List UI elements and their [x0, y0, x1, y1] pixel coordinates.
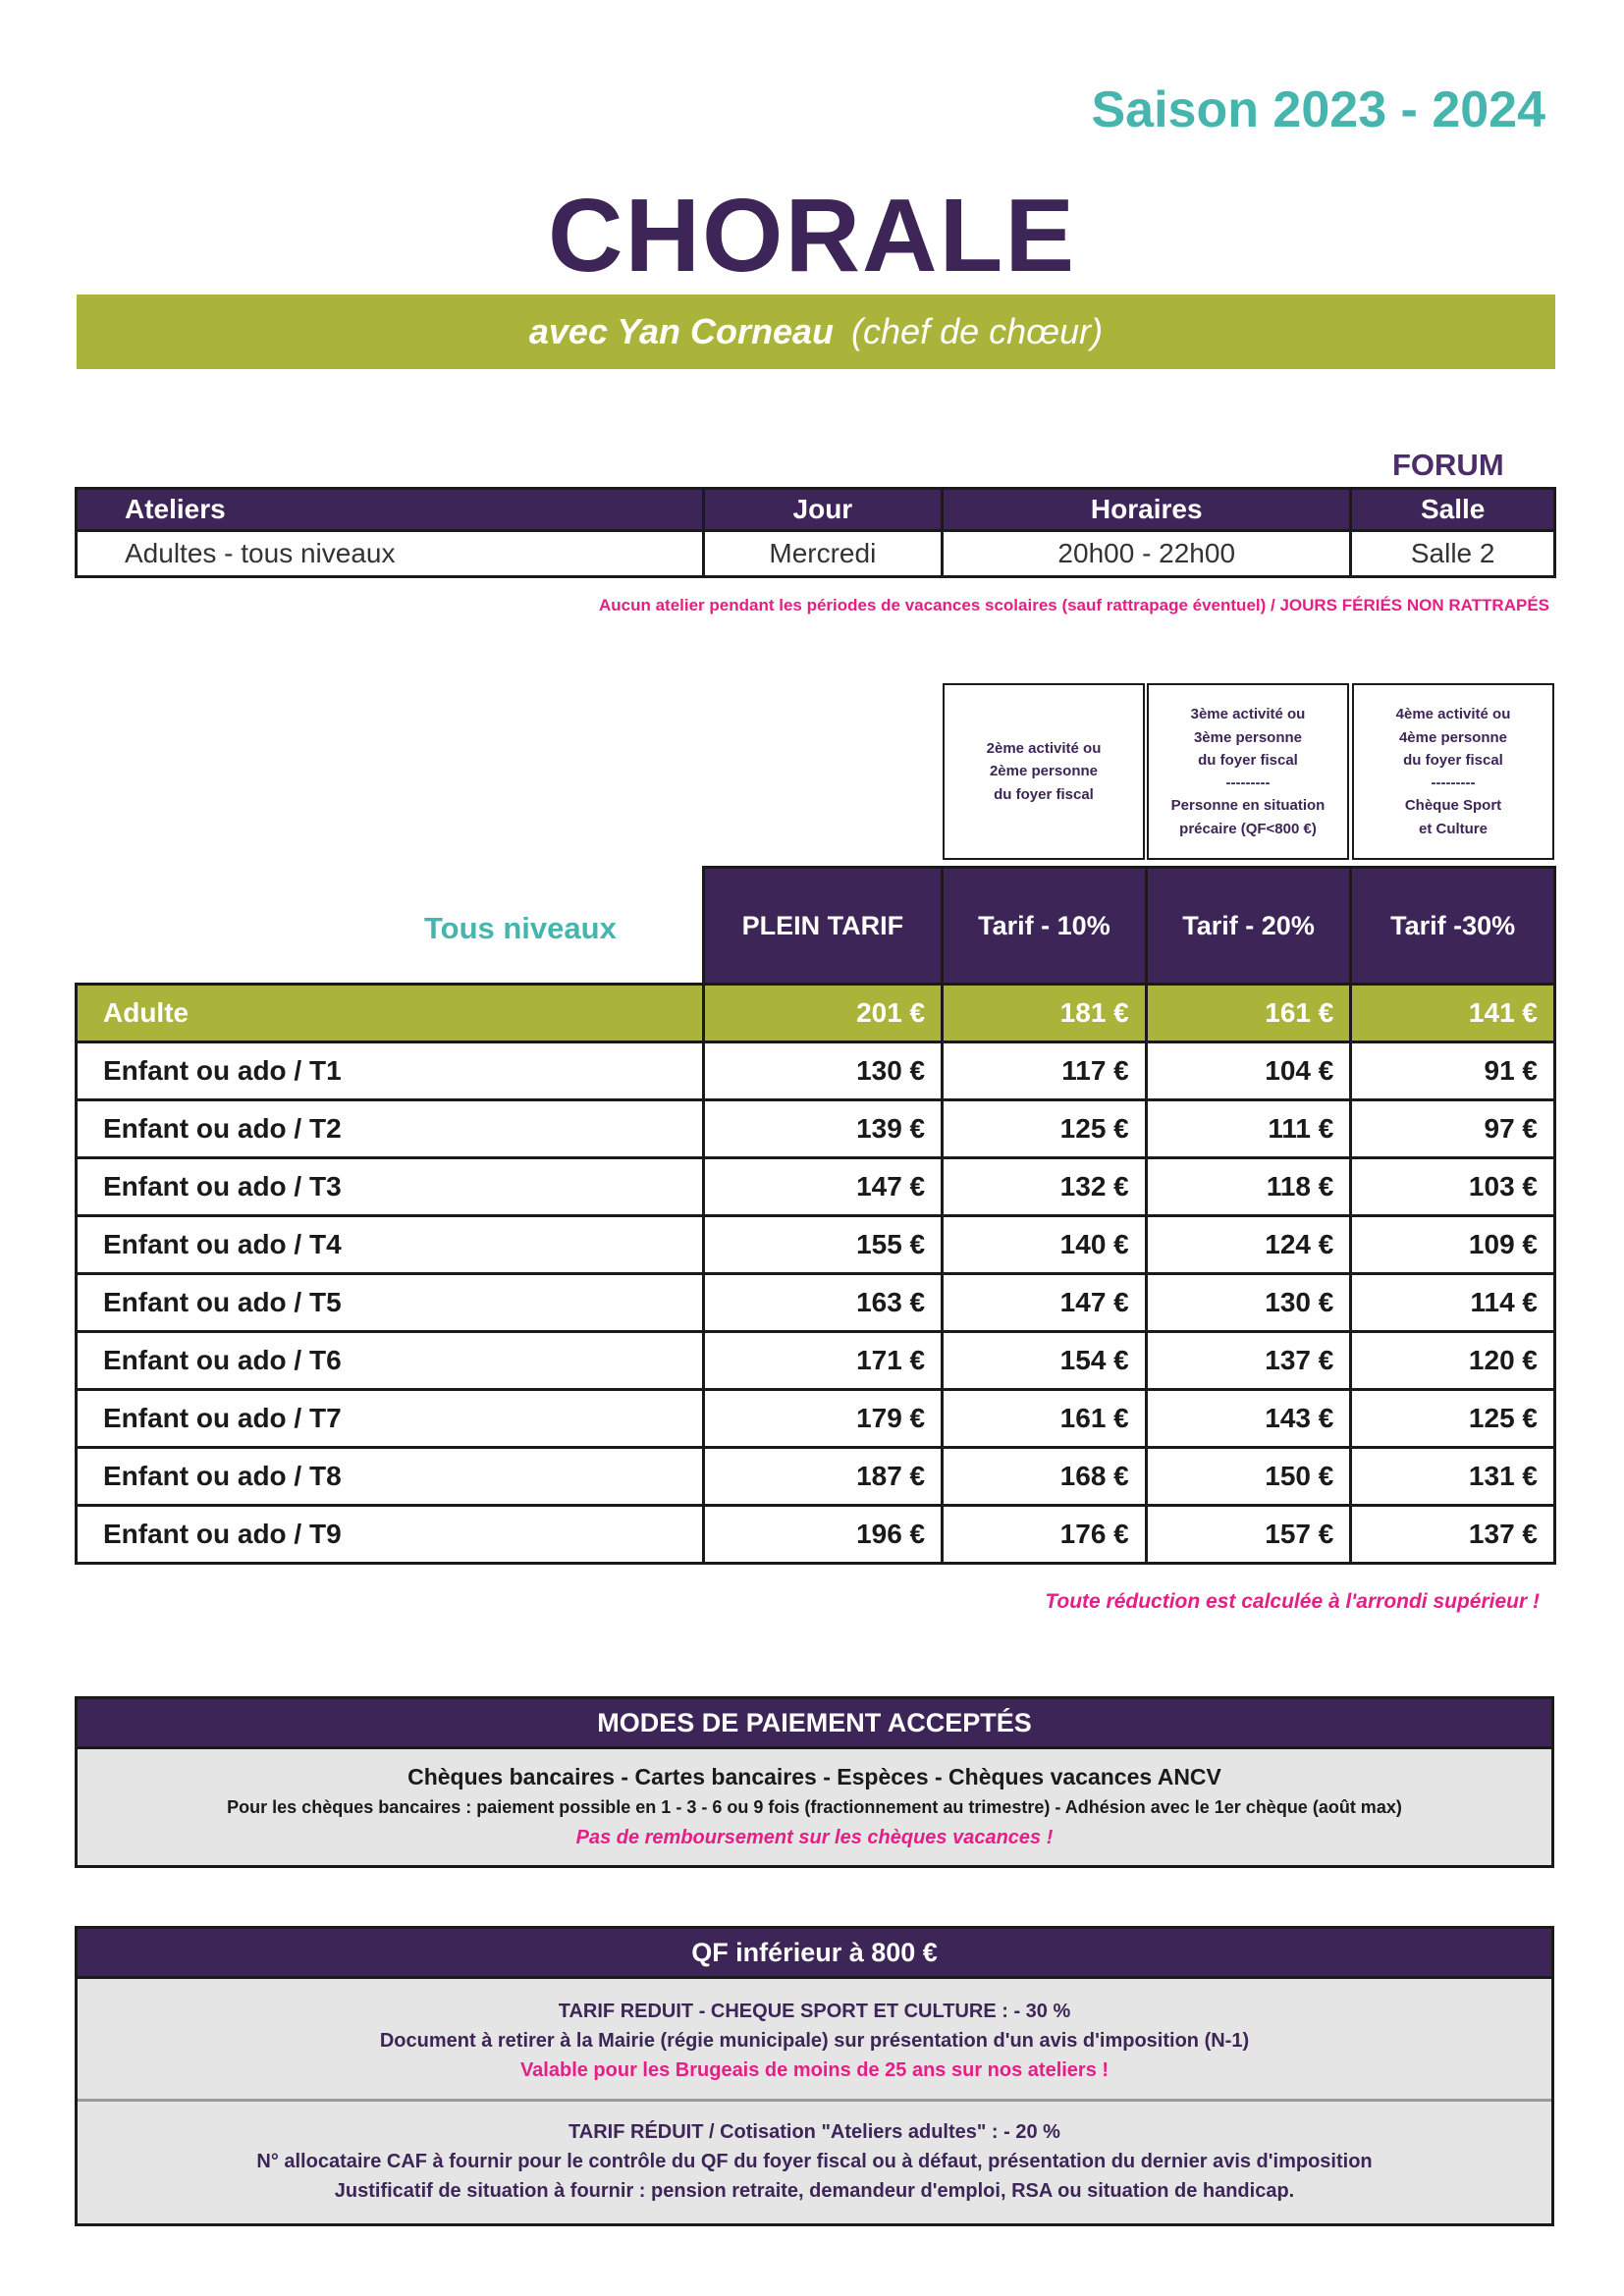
payment-installments: Pour les chèques bancaires : paiement possible en 1 - 3 - 6 ou 9 fois (fractionnement au trimestre) - Adhésion avec le 1er chèque (août max) — [227, 1797, 1402, 1817]
price-cell: 179 € — [703, 1390, 943, 1448]
qf-box — [75, 1926, 1554, 2226]
price-cell: 201 € — [703, 985, 943, 1042]
price-row-label: Enfant ou ado / T4 — [77, 1216, 704, 1274]
price-cell: 161 € — [943, 1390, 1147, 1448]
price-row — [77, 1274, 1555, 1332]
price-cell: 157 € — [1146, 1506, 1351, 1564]
price-row — [77, 1448, 1555, 1506]
price-cell: 176 € — [943, 1506, 1147, 1564]
price-cell: 196 € — [703, 1506, 943, 1564]
price-row-label: Enfant ou ado / T3 — [77, 1158, 704, 1216]
price-cell: 114 € — [1351, 1274, 1555, 1332]
schedule-jour: Mercredi — [703, 531, 943, 577]
price-cell: 155 € — [703, 1216, 943, 1274]
price-cell: 147 € — [703, 1158, 943, 1216]
schedule-header-salle: Salle — [1351, 489, 1555, 531]
qf-sport-culture-title: TARIF REDUIT - CHEQUE SPORT ET CULTURE : - 30 % — [558, 2001, 1071, 2022]
schedule-row — [77, 531, 1555, 577]
schedule-header-ateliers: Ateliers — [77, 489, 704, 531]
price-cell: 91 € — [1351, 1042, 1555, 1100]
price-cell: 130 € — [1146, 1274, 1351, 1332]
price-row-label: Adulte — [77, 985, 704, 1042]
price-cell: 168 € — [943, 1448, 1147, 1506]
payment-title: MODES DE PAIEMENT ACCEPTÉS — [78, 1699, 1551, 1749]
price-cell: 130 € — [703, 1042, 943, 1100]
qf-title: QF inférieur à 800 € — [78, 1929, 1551, 1979]
qf-adult-title: TARIF RÉDUIT / Cotisation "Ateliers adultes" : - 20 % — [568, 2121, 1060, 2143]
qf-adult-justif: Justificatif de situation à fournir : pension retraite, demandeur d'emploi, RSA ou situation de handicap. — [334, 2180, 1295, 2202]
price-row-label: Enfant ou ado / T8 — [77, 1448, 704, 1506]
price-cell: 120 € — [1351, 1332, 1555, 1390]
schedule-table — [75, 487, 1556, 578]
price-row — [77, 1158, 1555, 1216]
schedule-header-row — [77, 489, 1555, 531]
price-cell: 97 € — [1351, 1100, 1555, 1158]
price-cell: 103 € — [1351, 1158, 1555, 1216]
payment-warning: Pas de remboursement sur les chèques vacances ! — [575, 1827, 1054, 1848]
price-cell: 104 € — [1146, 1042, 1351, 1100]
price-cell: 139 € — [703, 1100, 943, 1158]
page-title: CHORALE — [547, 178, 1077, 294]
price-cell: 187 € — [703, 1448, 943, 1506]
price-row — [77, 1216, 1555, 1274]
schedule-header-jour: Jour — [703, 489, 943, 531]
price-table — [75, 866, 1556, 1565]
price-cell: 163 € — [703, 1274, 943, 1332]
price-row — [77, 1042, 1555, 1100]
price-header-row — [77, 868, 1555, 985]
price-row-label: Enfant ou ado / T2 — [77, 1100, 704, 1158]
price-cell: 125 € — [1351, 1390, 1555, 1448]
price-col-30: Tarif -30% — [1351, 868, 1555, 985]
price-cell: 143 € — [1146, 1390, 1351, 1448]
price-cell: 181 € — [943, 985, 1147, 1042]
price-cell: 154 € — [943, 1332, 1147, 1390]
price-cell: 118 € — [1146, 1158, 1351, 1216]
price-row — [77, 1332, 1555, 1390]
price-cell: 140 € — [943, 1216, 1147, 1274]
price-cell: 161 € — [1146, 985, 1351, 1042]
price-cell: 137 € — [1351, 1506, 1555, 1564]
payment-methods: Chèques bancaires - Cartes bancaires - Espèces - Chèques vacances ANCV — [407, 1764, 1221, 1789]
rounding-note: Toute réduction est calculée à l'arrondi supérieur ! — [1045, 1590, 1540, 1613]
payment-box — [75, 1696, 1554, 1868]
price-col-10: Tarif - 10% — [943, 868, 1147, 985]
season-label: Saison 2023 - 2024 — [1091, 81, 1545, 138]
instructor-role: (chef de chœur) — [851, 311, 1104, 351]
price-row-label: Enfant ou ado / T7 — [77, 1390, 704, 1448]
price-cell: 132 € — [943, 1158, 1147, 1216]
schedule-horaires: 20h00 - 22h00 — [943, 531, 1351, 577]
price-cell: 147 € — [943, 1274, 1147, 1332]
price-row-label: Enfant ou ado / T6 — [77, 1332, 704, 1390]
price-row-label: Enfant ou ado / T9 — [77, 1506, 704, 1564]
price-row-label: Enfant ou ado / T1 — [77, 1042, 704, 1100]
price-cell: 150 € — [1146, 1448, 1351, 1506]
holiday-note: Aucun atelier pendant les périodes de vacances scolaires (sauf rattrapage éventuel) / JOURS FÉRIÉS NON RATTRAPÉS — [598, 596, 1549, 614]
price-cell: 125 € — [943, 1100, 1147, 1158]
instructor-banner — [77, 294, 1555, 369]
tier-note-10: 2ème activité ou 2ème personne du foyer fiscal — [943, 683, 1145, 860]
price-row-label: Enfant ou ado / T5 — [77, 1274, 704, 1332]
tier-note-20: 3ème activité ou 3ème personne du foyer fiscal --------- Personne en situation précaire (QF<800 €) — [1147, 683, 1349, 860]
qf-sport-culture-doc: Document à retirer à la Mairie (régie municipale) sur présentation d'un avis d'imposition (N-1) — [379, 2030, 1250, 2052]
price-cell: 131 € — [1351, 1448, 1555, 1506]
price-row — [77, 1100, 1555, 1158]
schedule-salle: Salle 2 — [1351, 531, 1555, 577]
forum-label: FORUM — [1392, 448, 1504, 482]
level-label: Tous niveaux — [424, 911, 617, 945]
price-cell: 117 € — [943, 1042, 1147, 1100]
price-cell: 109 € — [1351, 1216, 1555, 1274]
price-row — [77, 1506, 1555, 1564]
price-row-adult — [77, 985, 1555, 1042]
price-cell: 111 € — [1146, 1100, 1351, 1158]
price-cell: 141 € — [1351, 985, 1555, 1042]
qf-sport-culture-validity: Valable pour les Brugeais de moins de 25 ans sur nos ateliers ! — [519, 2059, 1110, 2081]
instructor-name: avec Yan Corneau — [528, 311, 835, 351]
price-col-plein: PLEIN TARIF — [703, 868, 943, 985]
price-cell: 171 € — [703, 1332, 943, 1390]
schedule-header-horaires: Horaires — [943, 489, 1351, 531]
price-col-20: Tarif - 20% — [1146, 868, 1351, 985]
schedule-atelier: Adultes - tous niveaux — [77, 531, 704, 577]
tier-note-30: 4ème activité ou 4ème personne du foyer fiscal --------- Chèque Sport et Culture — [1352, 683, 1554, 860]
price-row — [77, 1390, 1555, 1448]
price-cell: 137 € — [1146, 1332, 1351, 1390]
price-cell: 124 € — [1146, 1216, 1351, 1274]
qf-adult-caf: N° allocataire CAF à fournir pour le contrôle du QF du foyer fiscal ou à défaut, présentation du dernier avis d'imposition — [256, 2151, 1373, 2172]
